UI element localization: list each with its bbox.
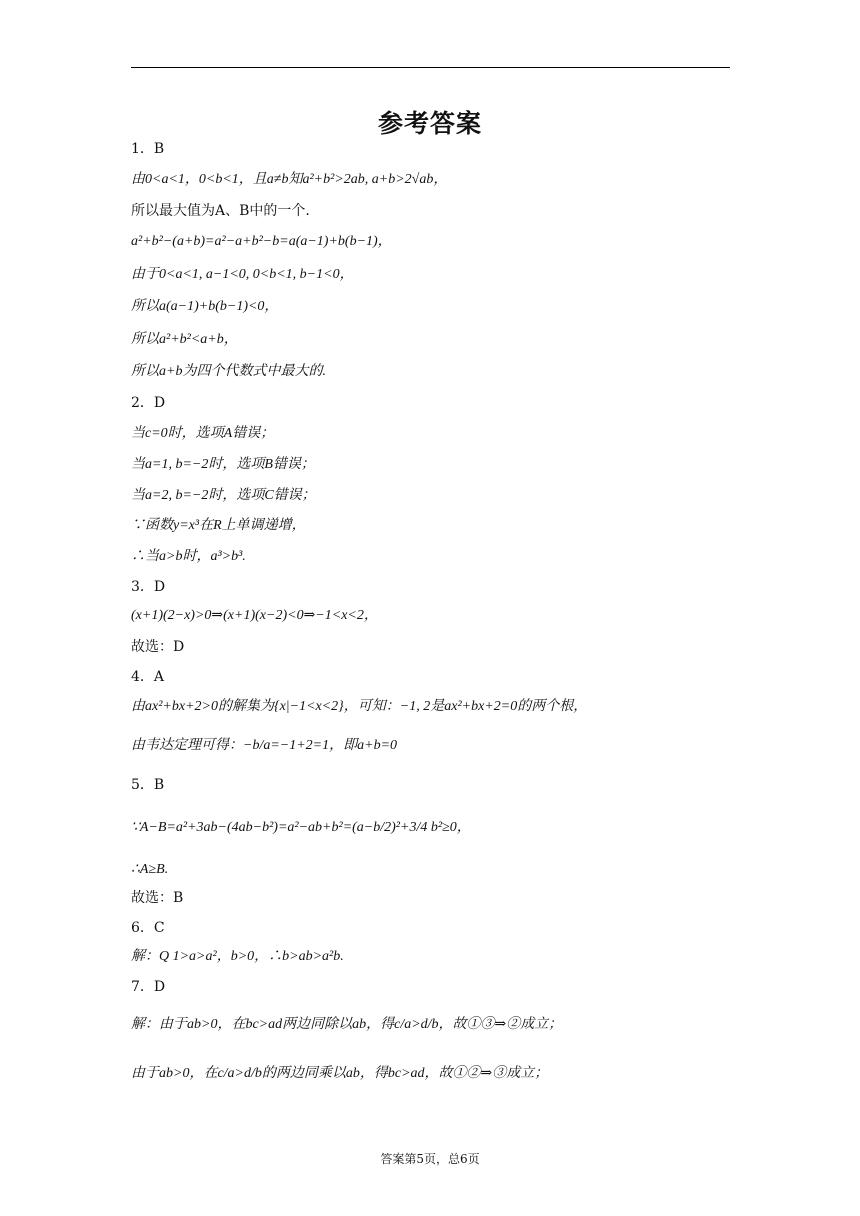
answer-line: 由ax²+bx+2>0的解集为{x|−1<x<2}，可知：−1, 2是ax²+bx+2=0的两个根， (131, 699, 588, 714)
answer-line: 由韦达定理可得：−b/a=−1+2=1，即a+b=0 (131, 738, 398, 753)
answer-line: 解：Q 1>a>a²，b>0，∴b>ab>a²b. (131, 949, 344, 964)
answer-line: 由于ab>0，在c/a>d/b的两边同乘以ab，得bc>ad，故①②⇒③成立； (131, 1066, 549, 1081)
answer-line: 5．B (131, 777, 165, 793)
page-title: 参考答案 (377, 109, 482, 138)
answer-line: (x+1)(2−x)>0⇒(x+1)(x−2)<0⇒−1<x<2， (131, 608, 378, 623)
answer-line: 当a=2, b=−2时，选项C错误； (131, 488, 316, 503)
answer-line: ∵A−B=a²+3ab−(4ab−b²)=a²−ab+b²=(a−b/2)²+3/4 b²≥0， (131, 820, 471, 835)
answer-line: 7．D (131, 979, 166, 995)
answer-line: 当a=1, b=−2时，选项B错误； (131, 457, 315, 472)
answer-line: 当c=0时，选项A错误； (131, 426, 275, 441)
answer-line: 故选：B (131, 890, 184, 906)
answer-line: 由于0<a<1, a−1<0, 0<b<1, b−1<0， (131, 267, 354, 282)
answer-line: 6．C (131, 920, 165, 936)
answer-line: ∴当a>b时，a³>b³. (131, 549, 246, 564)
answer-line: ∵函数y=x³在R上单调递增， (131, 518, 306, 533)
answer-line: 所以a²+b²<a+b， (131, 332, 238, 347)
page-footer: 答案第5页，总6页 (380, 1152, 480, 1166)
answer-line: 所以最大值为A、B中的一个. (131, 203, 310, 219)
answer-line: 故选：D (131, 639, 185, 655)
answer-line: 解：由于ab>0，在bc>ad两边同除以ab，得c/a>d/b，故①③⇒②成立； (131, 1017, 563, 1032)
answer-line: 4．A (131, 669, 165, 685)
answer-line: a²+b²−(a+b)=a²−a+b²−b=a(a−1)+b(b−1)， (131, 234, 392, 249)
header-rule (131, 67, 730, 68)
answer-line: 3．D (131, 579, 166, 595)
answer-line: 所以a+b为四个代数式中最大的. (131, 364, 326, 379)
answer-line: 所以a(a−1)+b(b−1)<0， (131, 299, 279, 314)
answer-line: 2．D (131, 395, 166, 411)
answer-line: 由0<a<1，0<b<1，且a≠b知a²+b²>2ab, a+b>2√ab， (131, 172, 448, 187)
answer-line: 1．B (131, 141, 165, 157)
answer-line: ∴A≥B. (131, 862, 169, 877)
